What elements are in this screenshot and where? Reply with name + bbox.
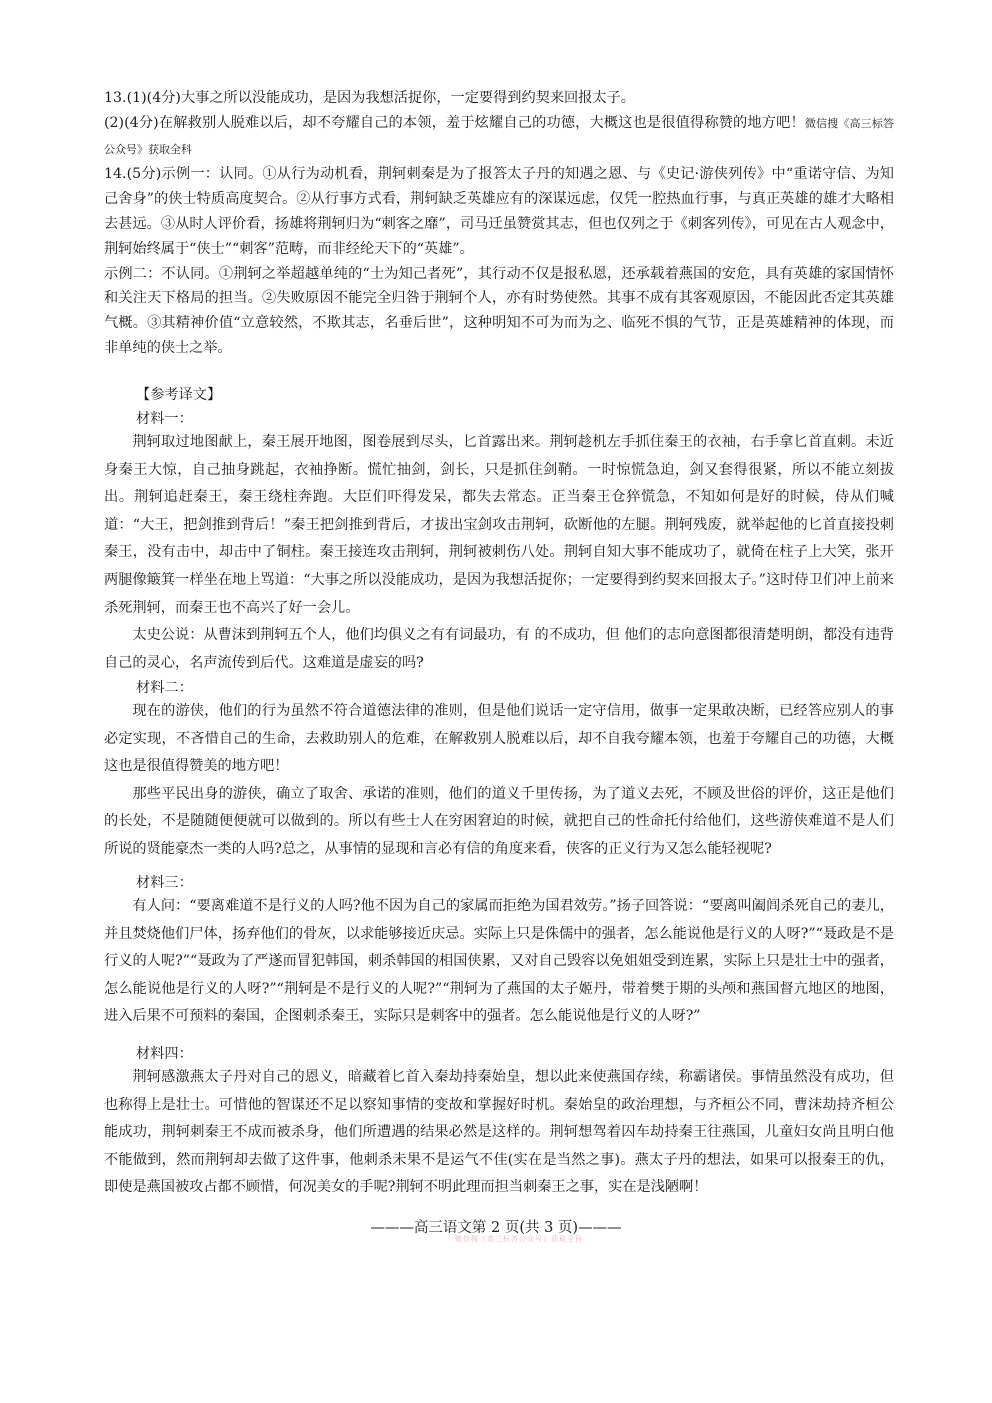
page-footer: ———高三语文第 2 页(共 3 页)——— — [370, 1220, 622, 1236]
answers-section — [104, 86, 894, 361]
watermark: 微信搜《高三标答公众号》获取全科 — [455, 1235, 583, 1243]
answer-13-2 — [104, 111, 894, 163]
answer-14-example-2: 示例二：不认同。①荆轲之举超越单纯的“士为知己者死”，其行动不仅是报私恩，还承载着燕国的安危，具有英雄的家国情怀和关注天下格局的担当。②失败原因不能完全归咎于荆轲个人，亦有时势使然。其事不成有其客观原因，不能因此否定其英雄气概。③其精神价值“立意较然，不欺其志，名垂后世”，这种明知不可为而为之、临死不惧的气节，正是英雄精神的体现，而非单纯的侠士之举。 — [104, 265, 894, 356]
material-4-body — [104, 1064, 894, 1202]
answer-13-2-text: (2)(4分)在解救别人脱难以后，却不夸耀自己的本领，羞于炫耀自己的功德，大概这也是很值得称赞的地方吧！ — [104, 114, 805, 131]
answer-13-1: 13.(1)(4分)大事之所以没能成功，是因为我想活捉你，一定要得到约契来回报太子。 — [104, 90, 635, 106]
material-4-label: 材料四： — [136, 1046, 193, 1062]
translation-heading: 【参考译文】 — [136, 387, 222, 403]
material-2-label: 材料二： — [136, 680, 193, 696]
material-4-paragraph-1: 荆轲感激燕太子丹对自己的恩义，暗藏着匕首入秦劫持秦始皇，想以此来使燕国存续，称霸诸侯。事情虽然没有成功，但也称得上是壮士。可惜他的智谋还不足以察知事情的变故和掌握好时机。秦始皇的政治理想，与齐桓公不同，曹沫劫持齐桓公能成功，荆轲刺秦王不成而被杀身，他们所遭遇的结果必然是这样的。荆轲想驾着囚车劫持秦王往燕国，儿童妇女尚且明白他不能做到，然而荆轲却去做了这件事，他刺杀未果不是运气不佳(实在是当然之事)。燕太子丹的想法，如果可以报秦王的仇，即使是燕国被攻占都不顾惜，何况美女的手呢?荆轲不明此理而担当刺秦王之事，实在是浅陋啊！ — [104, 1069, 894, 1196]
material-3-label: 材料三： — [136, 875, 193, 891]
material-1-paragraph-1: 荆轲取过地图献上，秦王展开地图，图卷展到尽头，匕首露出来。荆轲趁机左手抓住秦王的衣袖，右手拿匕首直刺。未近身秦王大惊，自己抽身跳起，衣袖挣断。慌忙抽剑，剑长，只是抓住剑鞘。一时惊慌急迫，剑又套得很紧，所以不能立刻拔出。荆轲追赶秦王，秦王绕柱奔跑。大臣们吓得发呆，都失去常态。正当秦王仓猝慌急，不知如何是好的时候，侍从们喊道：“大王，把剑推到背后！”秦王把剑推到背后，才拔出宝剑攻击荆轲，砍断他的左腿。荆轲残废，就举起他的匕首直接投刺秦王，没有击中，却击中了铜柱。秦王接连攻击荆轲，荆轲被刺伤八处。荆轲自知大事不能成功了，就倚在柱子上大笑，张开两腿像簸箕一样坐在地上骂道：“大事之所以没能成功，是因为我想活捉你；一定要得到约契来回报太子。”这时侍卫们冲上前来杀死荆轲，而秦王也不高兴了好一会儿。 — [104, 434, 894, 616]
material-1-label: 材料一： — [136, 411, 193, 427]
material-2-body — [104, 698, 894, 864]
material-2-paragraph-2: 那些平民出身的游侠，确立了取舍、承诺的准则，他们的道义千里传扬，为了道义去死，不顾及世俗的评价，这正是他们的长处，不是随随便便就可以做到的。所以有些士人在穷困窘迫的时候，就把自己的性命托付给他们，这些游侠难道不是人们所说的贤能豪杰一类的人吗?总之，从事情的显现和言必有信的角度来看，侠客的正义行为又怎么能轻视呢? — [104, 785, 894, 857]
material-1-paragraph-2: 太史公说：从曹沫到荆轲五个人，他们均俱义之有有词最功，有 的不成功，但 他们的志向意图都很清楚明朗，都没有违背自己的灵心，名声流传到后代。这难道是虚妄的吗? — [104, 627, 894, 671]
material-3-paragraph-1: 有人问：“要离难道不是行义的人吗?他不因为自己的家属而拒绝为国君效劳。”扬子回答说：“要离叫阖闾杀死自己的妻儿，并且焚烧他们尸体，扬弃他们的骨灰，以求能够接近庆忌。实际上只是侏儒中的强者，怎么能说他是行义的人呀?”“聂政是不是行义的人呢?”“聂政为了严遂而冒犯韩国，刺杀韩国的相国侠累，又对自己毁容以免姐姐受到连累，实际上只是壮士中的强者，怎么能说他是行义的人呀?”“荆轲是不是行义的人呢?”“荆轲为了燕国的太子姬丹，带着樊于期的头颅和燕国督亢地区的地图，进入后果不可预料的秦国，企图刺杀秦王，实际只是刺客中的强者。怎么能说他是行义的人呀?” — [104, 898, 894, 1025]
answer-14-example-1: 14.(5分)示例一：认同。①从行为动机看，荆轲刺秦是为了报答太子丹的知遇之恩、与《史记·游侠列传》中“重诺守信、为知己舍身”的侠士特质高度契合。②从行事方式看，荆轲缺乏英雄应有的深谋远虑，仅凭一腔热血行事，与真正英雄的雄才大略相去甚远。③从时人评价看，扬雄将荆轲归为“刺客之靡”，司马迁虽赞赏其志，但也仅列之于《刺客列传》，可见在古人观念中，荆轲始终属于“侠士”“刺客”范畴，而非经纶天下的“英雄”。 — [104, 166, 894, 257]
material-1-body — [104, 429, 894, 677]
answer-13-2-note: 微信搜《高三标答公众号》获取全科 — [104, 116, 894, 156]
material-3-body — [104, 893, 894, 1031]
material-2-paragraph-1: 现在的游侠，他们的行为虽然不符合道德法律的准则，但是他们说话一定守信用，做事一定果敢决断，已经答应别人的事必定实现，不吝惜自己的生命，去救助别人的危难，在解救别人脱难以后，却不自我夸耀本领，也羞于夸耀自己的功德，大概这也是很值得赞美的地方吧！ — [104, 703, 894, 775]
